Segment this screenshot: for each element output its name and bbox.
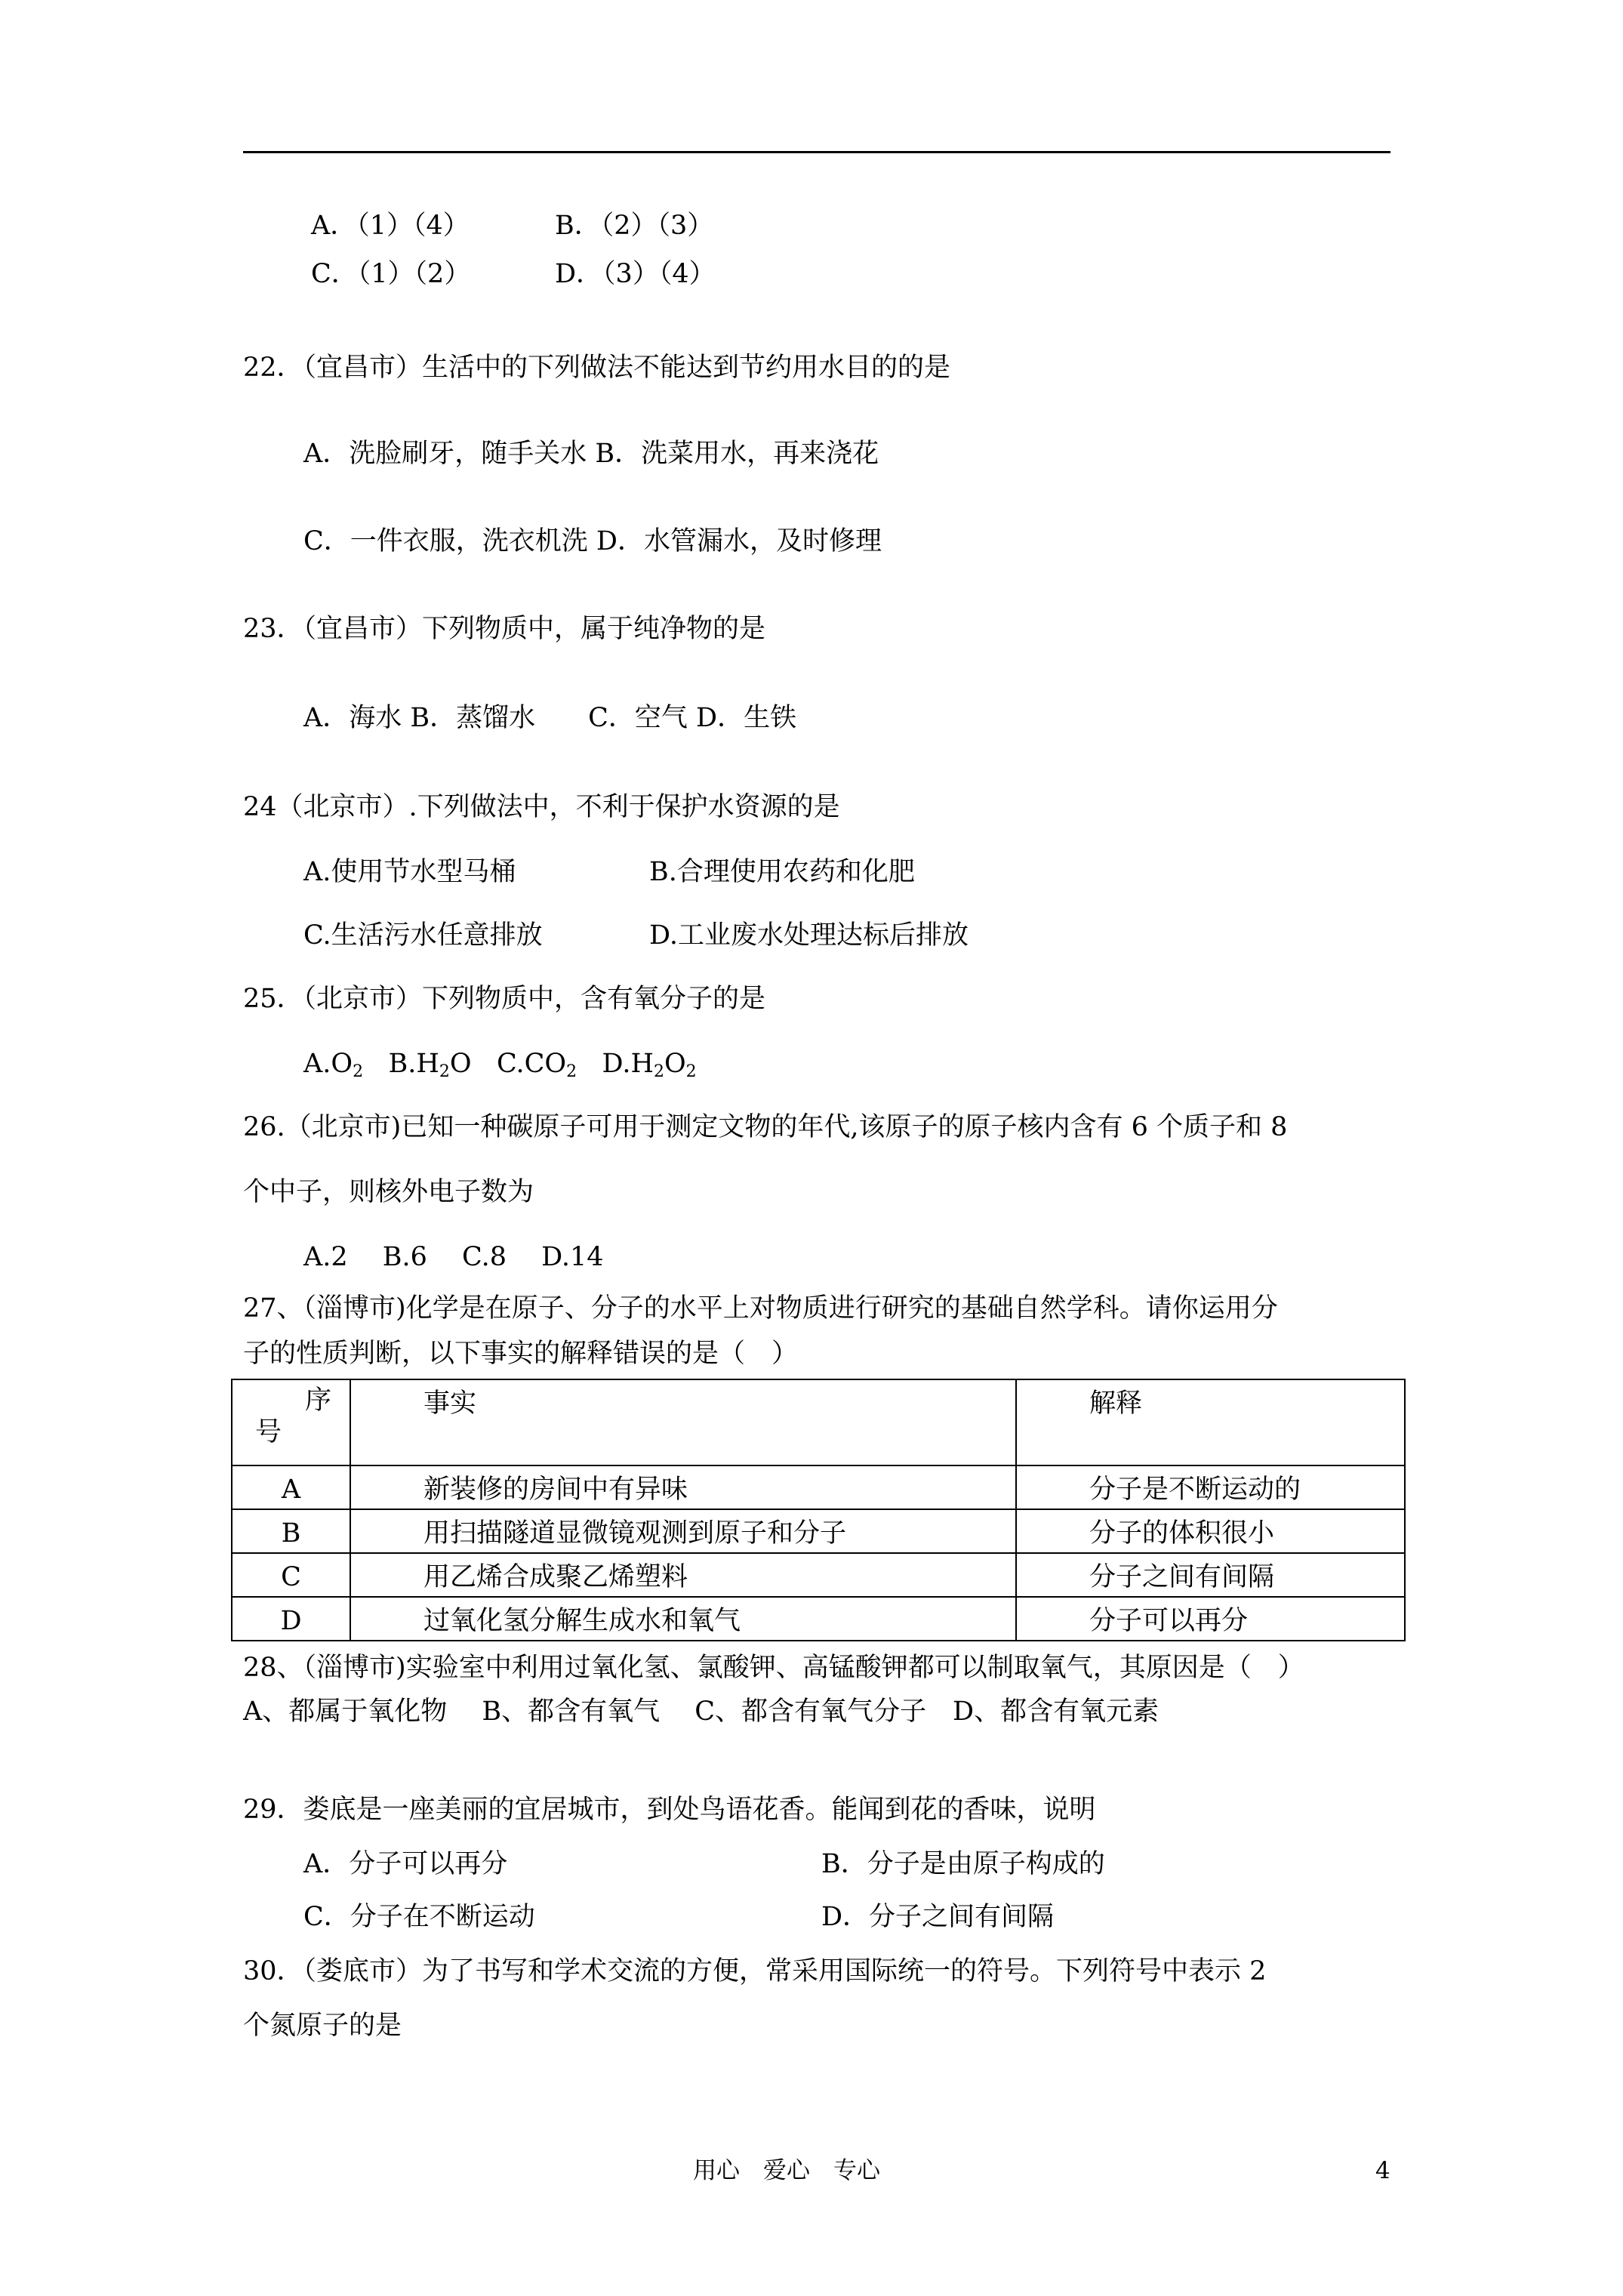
row-fact: 用乙烯合成聚乙烯塑料 [350, 1553, 1016, 1597]
row-explain: 分子可以再分 [1016, 1597, 1405, 1641]
row-number: D [232, 1597, 350, 1641]
facts-table [231, 1379, 1406, 1641]
row-number: A [232, 1465, 350, 1509]
table-header-row [232, 1379, 1405, 1465]
row-number: C [232, 1553, 350, 1597]
question-23-stem: 23．（宜昌市）下列物质中，属于纯净物的是 [243, 614, 766, 644]
question-26-stem-line1: 26.（北京市)已知一种碳原子可用于测定文物的年代,该原子的原子核内含有 6 个质子和 8 [243, 1112, 1288, 1142]
question-25-options [303, 1049, 697, 1081]
page-number: 4 [1375, 2157, 1390, 2184]
question-22-stem: 22．（宜昌市）生活中的下列做法不能达到节约用水目的的是 [243, 353, 951, 383]
question-25-option-c: $C.CO_2$ [496, 1049, 577, 1081]
question-29-option-a: A．分子可以再分 [303, 1849, 508, 1879]
question-29-option-c: C．分子在不断运动 [303, 1902, 535, 1932]
question-27-stem-line1: 27、（淄博市)化学是在原子、分子的水平上对物质进行研究的基础自然学科。请你运用分 [243, 1293, 1278, 1324]
question-26-stem-line2: 个中子，则核外电子数为 [243, 1177, 534, 1207]
question-29-stem: 29．娄底是一座美丽的宜居城市，到处鸟语花香。能闻到花的香味，说明 [243, 1795, 1096, 1825]
question-25-stem: 25．（北京市）下列物质中，含有氧分子的是 [243, 984, 766, 1014]
question-22-options-line2: C．一件衣服，洗衣机洗 D．水管漏水，及时修理 [303, 526, 882, 556]
question-24-option-c: C.生活污水任意排放 [303, 920, 543, 951]
row-explain: 分子之间有间隔 [1016, 1553, 1405, 1597]
question-28-options: A、都属于氧化物 B、都含有氧气 C、都含有氧气分子 D、都含有氧元素 [243, 1697, 1160, 1727]
question-27-stem-line2: 子的性质判断，以下事实的解释错误的是（ ） [243, 1339, 799, 1369]
header-cell-explain: 解释 [1016, 1379, 1405, 1465]
question-29-option-b: B．分子是由原子构成的 [821, 1849, 1105, 1879]
question-24-option-b: B.合理使用农药和化肥 [649, 857, 915, 887]
row-fact: 新装修的房间中有异味 [350, 1465, 1016, 1509]
question-24-option-d: D.工业废水处理达标后排放 [649, 920, 969, 951]
row-explain: 分子是不断运动的 [1016, 1465, 1405, 1509]
prev-option-c: C．（1）（2） [311, 259, 471, 289]
question-22-options-line1: A．洗脸刷牙，随手关水 B．洗菜用水，再来浇花 [303, 439, 879, 469]
prev-option-d: D．（3）（4） [555, 259, 716, 289]
row-explain: 分子的体积很小 [1016, 1509, 1405, 1553]
table-row [232, 1597, 1405, 1641]
prev-option-b: B．（2）（3） [555, 211, 714, 241]
row-fact: 用扫描隧道显微镜观测到原子和分子 [350, 1509, 1016, 1553]
table-row [232, 1553, 1405, 1597]
question-30-stem-line2: 个氮原子的是 [243, 2011, 402, 2041]
question-25-option-b: $B.H_2O$ [388, 1049, 472, 1081]
question-25-option-a: $A.O_2$ [303, 1049, 364, 1081]
prev-option-a: A．（1）（4） [311, 211, 470, 241]
question-26-options: A.2 B.6 C.8 D.14 [303, 1242, 604, 1272]
footer-motto: 用心 爱心 专心 [693, 2157, 880, 2184]
header-cell-fact: 事实 [350, 1379, 1016, 1465]
row-number: B [232, 1509, 350, 1553]
question-24-option-a: A.使用节水型马桶 [303, 857, 516, 887]
header-rule [243, 151, 1390, 153]
question-29-option-d: D．分子之间有间隔 [821, 1902, 1055, 1932]
question-30-stem-line1: 30．（娄底市）为了书写和学术交流的方便，常采用国际统一的符号。下列符号中表示 2 [243, 1956, 1267, 1986]
question-23-options: A．海水 B．蒸馏水 C．空气 D．生铁 [303, 703, 797, 733]
table-row [232, 1465, 1405, 1509]
row-fact: 过氧化氢分解生成水和氧气 [350, 1597, 1016, 1641]
header-cell-number: 序 号 [232, 1379, 350, 1465]
question-28-stem: 28、（淄博市)实验室中利用过氧化氢、氯酸钾、高锰酸钾都可以制取氧气，其原因是（ ） [243, 1653, 1304, 1683]
question-25-option-d: $D.H_2O_2$ [602, 1049, 697, 1081]
question-24-stem: 24（北京市）.下列做法中，不利于保护水资源的是 [243, 792, 840, 822]
table-row [232, 1509, 1405, 1553]
